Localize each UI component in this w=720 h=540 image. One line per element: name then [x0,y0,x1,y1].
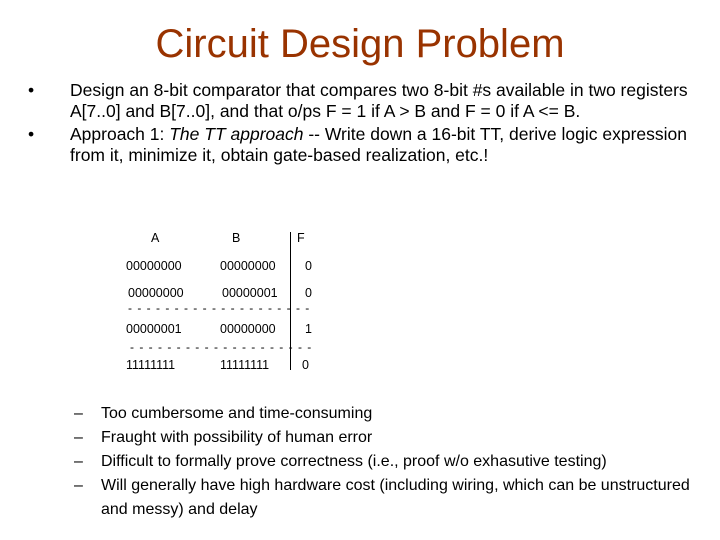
bullet-suffix: -- Write down a 16-bit TT, derive logic expression from it, minimize it, obtain gate-based realization, etc.! [70,124,688,165]
sub-bullet-marker: – [74,453,83,470]
sub-bullet-item [74,402,694,426]
tt-cell: 00000000 [220,259,276,273]
tt-cell: 00000000 [128,286,184,300]
bullet-prefix: Approach 1: [70,124,170,144]
sub-bullet-marker: – [74,405,83,422]
tt-cell: 00000001 [222,286,278,300]
bullet-marker: • [28,80,35,100]
tt-separator: - - - - - - - - - - - - - - - - - - - - [130,340,313,354]
bullet-italic: The TT approach [169,124,304,144]
bullet-text [70,124,688,166]
sub-bullet-list [74,402,694,522]
tt-cell: 1 [305,322,312,336]
sub-bullet-item [74,426,694,450]
tt-cell: 00000001 [126,322,182,336]
tt-header-b: B [232,231,241,245]
tt-cell: 0 [305,259,312,273]
tt-header-a: A [151,231,160,245]
sub-bullet-text: Will generally have high hardware cost (including wiring, which can be unstructured and messy) and delay [101,477,690,518]
tt-cell: 00000000 [126,259,182,273]
sub-bullet-marker: – [74,429,83,446]
slide-title: Circuit Design Problem [155,22,565,66]
tt-separator: - - - - - - - - - - - - - - - - - - - - [128,301,311,315]
sub-bullet-marker: – [74,477,83,494]
tt-cell: 11111111 [126,358,176,372]
bullet-text: Design an 8-bit comparator that compares two 8-bit #s available in two registers A[7..0] and B[7..0], and that o/ps F = 1 if A > B and F = 0 if A <= B. [70,80,688,121]
sub-bullet-text: Too cumbersome and time-consuming [101,405,373,422]
bullet-item [28,124,688,166]
sub-bullet-text: Fraught with possibility of human error [101,429,373,446]
tt-cell: 00000000 [220,322,276,336]
sub-bullet-item [74,474,694,522]
tt-cell: 11111111 [220,358,270,372]
sub-bullet-text: Difficult to formally prove correctness (i.e., proof w/o exhasutive testing) [101,453,607,470]
tt-header-f: F [297,231,305,245]
tt-cell: 0 [305,286,312,300]
bullet-marker: • [28,124,35,144]
sub-bullet-item [74,450,694,474]
bullet-item [28,80,688,122]
tt-cell: 0 [302,358,309,372]
bullet-list [28,80,688,168]
